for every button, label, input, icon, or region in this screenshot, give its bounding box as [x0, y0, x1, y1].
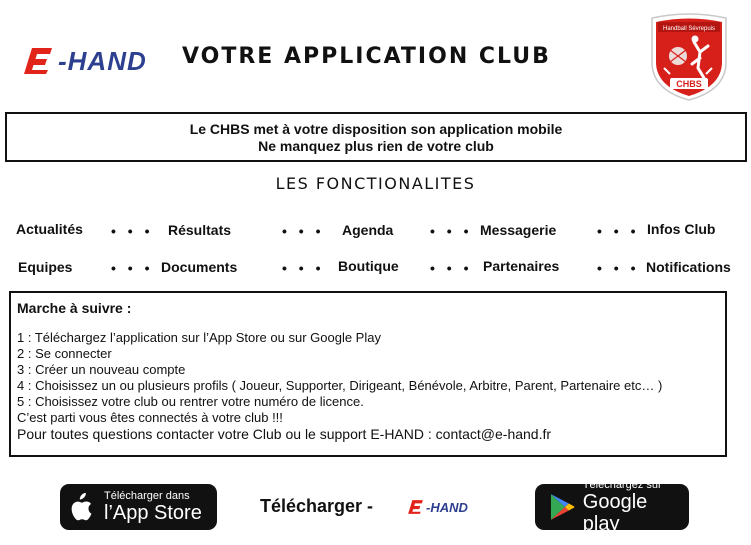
step-item: 1 : Téléchargez l’application sur l’App Store ou sur Google Play: [17, 330, 381, 345]
steps-heading: Marche à suivre :: [17, 300, 132, 316]
ehand-wordmark-small: -HAND: [426, 499, 468, 515]
step-item: C’est parti vous êtes connectés à votre club !!!: [17, 410, 283, 425]
feature-documents: Documents: [161, 259, 238, 275]
feature-agenda: Agenda: [342, 222, 394, 238]
step-item: 5 : Choisissez votre club ou rentrer votre numéro de licence.: [17, 394, 364, 409]
google-play-button[interactable]: [535, 479, 689, 535]
features-title: LES FONCTIONALITES: [275, 174, 476, 193]
ehand-wordmark: -HAND: [58, 45, 147, 76]
step-item: 4 : Choisissez un ou plusieurs profils ( Joueur, Supporter, Dirigeant, Bénévole, Arbitre, Parent, Partenaire etc… ): [17, 378, 663, 393]
google-play-small-label: Téléchargez sur: [582, 479, 662, 491]
e-letter-icon: [18, 42, 56, 80]
separator-dots: • • •: [282, 223, 325, 239]
separator-dots: • • •: [597, 223, 640, 239]
step-item: 3 : Créer un nouveau compte: [17, 362, 186, 377]
app-store-button[interactable]: [60, 484, 217, 530]
apple-icon: [60, 484, 100, 530]
feature-partenaires: Partenaires: [483, 258, 560, 274]
app-store-small-label: Télécharger dans: [104, 490, 190, 502]
separator-dots: • • •: [597, 260, 640, 276]
ehand-logo: [18, 42, 147, 80]
google-play-big-label: Google play: [582, 491, 648, 535]
feature-actualites: Actualités: [16, 221, 83, 237]
step-item: 2 : Se connecter: [17, 346, 112, 361]
app-store-big-label: l’App Store: [104, 502, 202, 524]
support-contact: Pour toutes questions contacter votre Club ou le support E-HAND : contact@e-hand.fr: [17, 426, 552, 442]
intro-line-1: Le CHBS met à votre disposition son application mobile: [189, 121, 563, 137]
feature-infos-club: Infos Club: [647, 221, 716, 237]
feature-resultats: Résultats: [168, 222, 232, 238]
ehand-logo-small: [405, 497, 468, 517]
feature-messagerie: Messagerie: [480, 222, 557, 238]
feature-boutique: Boutique: [338, 258, 399, 274]
intro-line-2: Ne manquez plus rien de votre club: [258, 138, 494, 154]
chbs-club-logo: [648, 12, 730, 102]
e-letter-icon: [405, 497, 425, 517]
feature-notifications: Notifications: [646, 259, 731, 275]
feature-equipes: Equipes: [18, 259, 73, 275]
separator-dots: • • •: [111, 223, 154, 239]
separator-dots: • • •: [430, 223, 473, 239]
page-title: VOTRE APPLICATION CLUB: [182, 44, 551, 69]
club-logo-banner: Handball Sévrepuis: [662, 26, 716, 32]
google-play-icon: [541, 484, 581, 530]
separator-dots: • • •: [111, 260, 154, 276]
download-label: Télécharger -: [260, 496, 374, 516]
intro-box: [5, 112, 747, 162]
club-logo-text: CHBS: [676, 79, 702, 89]
separator-dots: • • •: [430, 260, 473, 276]
steps-box: [9, 291, 727, 457]
separator-dots: • • •: [282, 260, 325, 276]
